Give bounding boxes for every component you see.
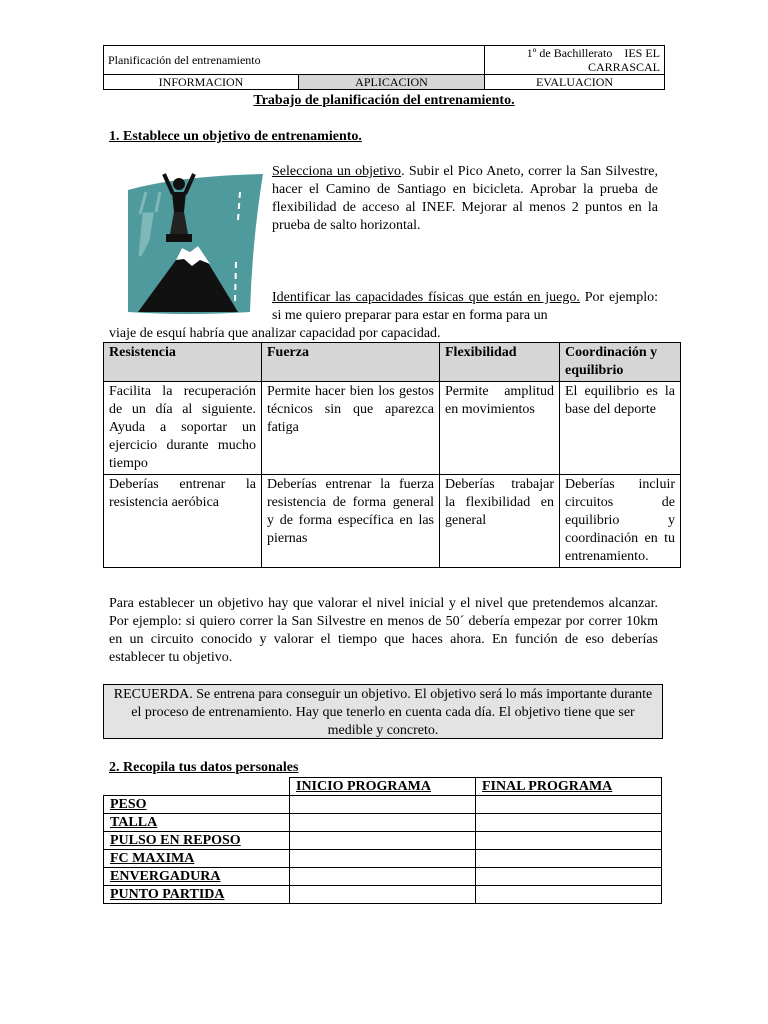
mountain-climber-illustration <box>118 162 266 316</box>
personal-data-inicio-cell[interactable] <box>290 886 476 904</box>
select-objective-text: . Subir el Pico Aneto, correr la San Silvestre, hacer el Camino de Santiago en bicicleta. Aprobar la prueba de flexibilidad de acceso al INEF. Mejorar al menos 2 puntos en la prueba de salto horizontal. <box>272 164 658 233</box>
capacities-cell: Deberías incluir circuitos de equilibrio y coordinación en tu entrenamiento. <box>560 475 681 568</box>
personal-data-corner <box>104 778 290 796</box>
section2-heading: 2. Recopila tus datos personales <box>109 760 299 775</box>
personal-data-label: TALLA <box>104 814 290 832</box>
personal-data-final-cell[interactable] <box>476 814 662 832</box>
capacities-header-row <box>104 343 681 382</box>
personal-data-label: ENVERGADURA <box>104 868 290 886</box>
capacities-cell: Permite hacer bien los gestos técnicos sin que aparezca fatiga <box>262 382 440 475</box>
capacities-cell: Deberías trabajar la flexibilidad en general <box>440 475 560 568</box>
personal-data-row <box>104 850 662 868</box>
header-tab-aplicacion: APLICACION <box>299 75 485 90</box>
personal-data-inicio-cell[interactable] <box>290 796 476 814</box>
personal-data-final-cell[interactable] <box>476 832 662 850</box>
capacities-cell: Deberías entrenar la resistencia aeróbica <box>104 475 262 568</box>
capacities-header-flexibilidad: Flexibilidad <box>440 343 560 382</box>
header-course: 1º de Bachillerato <box>526 46 613 60</box>
capacities-header-fuerza: Fuerza <box>262 343 440 382</box>
header-course-school <box>485 46 665 75</box>
capacities-table <box>103 342 681 568</box>
capacities-header-resistencia: Resistencia <box>104 343 262 382</box>
personal-data-final-cell[interactable] <box>476 796 662 814</box>
header-tab-informacion: INFORMACION <box>104 75 299 90</box>
personal-data-row <box>104 796 662 814</box>
select-objective-paragraph <box>272 163 658 235</box>
identify-capacities-label: Identificar las capacidades físicas que están en juego. <box>272 290 580 305</box>
personal-data-row <box>104 832 662 850</box>
personal-data-label: PULSO EN REPOSO <box>104 832 290 850</box>
personal-data-label: PUNTO PARTIDA <box>104 886 290 904</box>
personal-data-label: FC MAXIMA <box>104 850 290 868</box>
personal-data-inicio-cell[interactable] <box>290 868 476 886</box>
capacities-row <box>104 382 681 475</box>
capacities-cell: Permite amplitud en movimientos <box>440 382 560 475</box>
header-title: Planificación del entrenamiento <box>104 46 485 75</box>
capacities-header-coordinacion: Coordinación y equilibrio <box>560 343 681 382</box>
personal-data-row <box>104 886 662 904</box>
identify-capacities-text: Por ejemplo: si me quiero preparar para estar en forma para un <box>272 290 658 323</box>
capacities-row <box>104 475 681 568</box>
personal-data-label: PESO <box>104 796 290 814</box>
personal-data-final-cell[interactable] <box>476 886 662 904</box>
header-school: IES EL CARRASCAL <box>587 46 660 74</box>
recuerda-box: RECUERDA. Se entrena para conseguir un objetivo. El objetivo será lo más importante durante el proceso de entrenamiento. Hay que tenerlo en cuenta cada día. El objetivo tiene que ser medible y concreto. <box>103 684 663 739</box>
personal-data-table <box>103 777 662 904</box>
personal-data-header-inicio: INICIO PROGRAMA <box>290 778 476 796</box>
personal-data-header-row <box>104 778 662 796</box>
personal-data-inicio-cell[interactable] <box>290 814 476 832</box>
select-objective-label: Selecciona un objetivo <box>272 164 402 179</box>
identify-capacities-paragraph <box>272 289 658 325</box>
personal-data-final-cell[interactable] <box>476 868 662 886</box>
document-header <box>103 45 665 90</box>
personal-data-row <box>104 814 662 832</box>
capacities-cell: Facilita la recuperación de un día al siguiente. Ayuda a soportar un ejercicio durante mucho tiempo <box>104 382 262 475</box>
personal-data-header-final: FINAL PROGRAMA <box>476 778 662 796</box>
identify-capacities-continuation: viaje de esquí habría que analizar capacidad por capacidad. <box>109 326 441 341</box>
personal-data-final-cell[interactable] <box>476 850 662 868</box>
header-tab-evaluacion: EVALUACION <box>485 75 665 90</box>
personal-data-inicio-cell[interactable] <box>290 850 476 868</box>
capacities-cell: El equilibrio es la base del deporte <box>560 382 681 475</box>
doc-title: Trabajo de planificación del entrenamiento. <box>253 93 515 108</box>
personal-data-inicio-cell[interactable] <box>290 832 476 850</box>
section1-heading: 1. Establece un objetivo de entrenamiento. <box>109 129 362 144</box>
personal-data-row <box>104 868 662 886</box>
objective-paragraph: Para establecer un objetivo hay que valorar el nivel inicial y el nivel que pretendemos alcanzar. Por ejemplo: si quiero correr la San Silvestre en menos de 50´ debería empezar por correr 10km en un circuito conocido y valorar el tiempo que haces ahora. En función de eso deberías establecer tu objetivo. <box>109 596 658 665</box>
capacities-cell: Deberías entrenar la fuerza resistencia de forma general y de forma específica en las piernas <box>262 475 440 568</box>
